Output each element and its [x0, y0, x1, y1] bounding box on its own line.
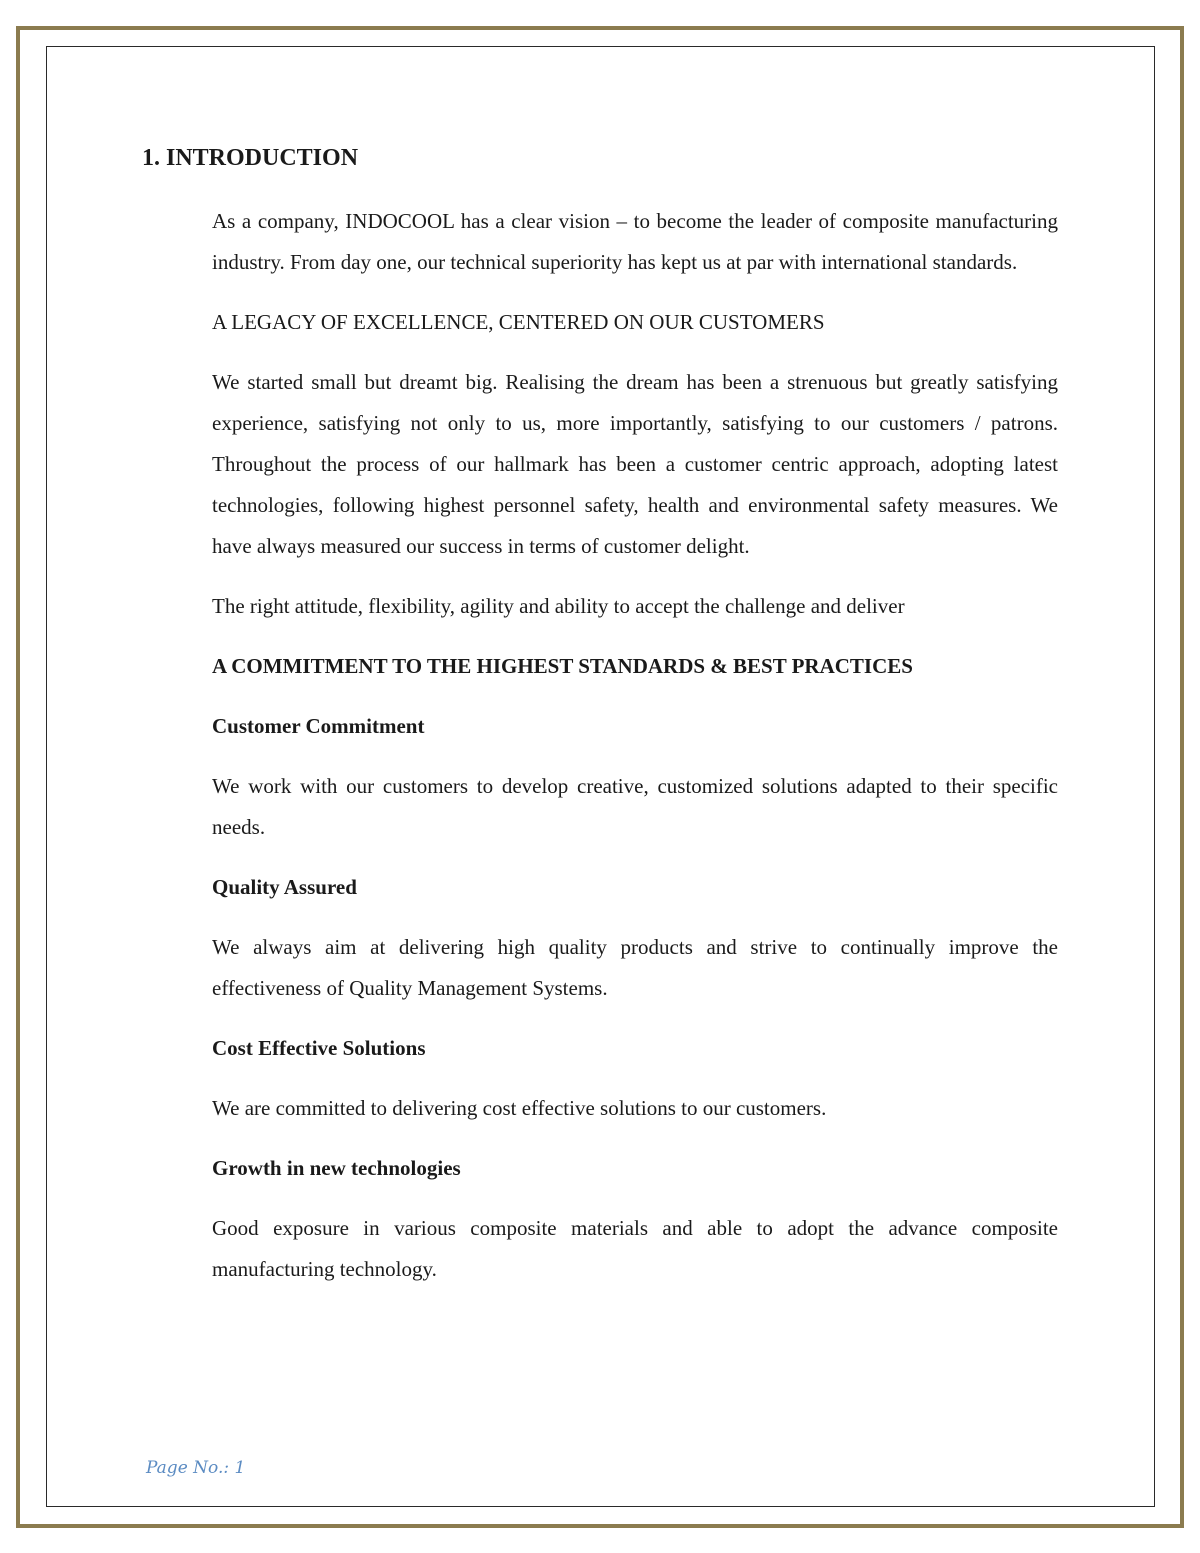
intro-paragraph: As a company, INDOCOOL has a clear vision – to become the leader of composite manufacturing industry. From day one, our technical superiority has kept us at par with international standards. — [212, 209, 1058, 274]
customer-commitment-heading: Customer Commitment — [212, 714, 425, 738]
commitment-heading: A COMMITMENT TO THE HIGHEST STANDARDS & BEST PRACTICES — [212, 654, 913, 678]
attitude-paragraph: The right attitude, flexibility, agility and ability to accept the challenge and deliver — [212, 594, 905, 618]
section-title: 1. INTRODUCTION — [142, 145, 359, 171]
quality-assured-paragraph: We always aim at delivering high quality products and strive to continually improve the effectiveness of Quality Management Systems. — [212, 935, 1058, 1000]
growth-heading: Growth in new technologies — [212, 1156, 461, 1180]
growth-paragraph: Good exposure in various composite materials and able to adopt the advance composite manufacturing technology. — [212, 1216, 1058, 1281]
cost-effective-paragraph: We are committed to delivering cost effective solutions to our customers. — [212, 1096, 827, 1120]
legacy-heading: A LEGACY OF EXCELLENCE, CENTERED ON OUR CUSTOMERS — [212, 310, 825, 334]
document-body — [212, 201, 1058, 1309]
legacy-paragraph: We started small but dreamt big. Realising the dream has been a strenuous but greatly satisfying experience, satisfying not only to us, more importantly, satisfying to our customers / patrons. Throughout the process of our hallmark has been a customer centric approach, adopting latest technologies, following highest personnel safety, health and environmental safety measures. We have always measured our success in terms of customer delight. — [212, 370, 1058, 558]
cost-effective-heading: Cost Effective Solutions — [212, 1036, 426, 1060]
quality-assured-heading: Quality Assured — [212, 875, 357, 899]
customer-commitment-paragraph: We work with our customers to develop creative, customized solutions adapted to their specific needs. — [212, 774, 1058, 839]
page-number: Page No.: 1 — [146, 1458, 246, 1478]
